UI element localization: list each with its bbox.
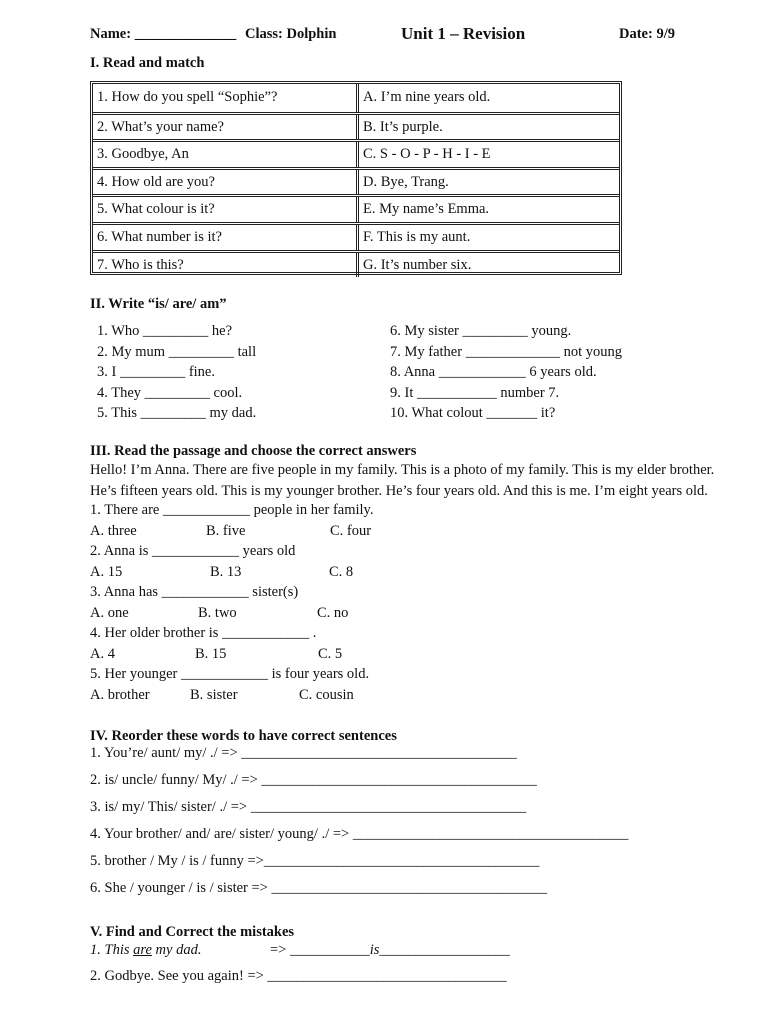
option-a: A. one bbox=[90, 604, 129, 621]
fill-in-item: 6. My sister _________ young. bbox=[390, 323, 572, 339]
multiple-choice-list bbox=[90, 502, 373, 707]
mc-options bbox=[90, 687, 373, 708]
fill-in-item: 8. Anna ____________ 6 years old. bbox=[390, 364, 597, 380]
option-c: C. 5 bbox=[318, 645, 343, 662]
option-b: B. 15 bbox=[195, 645, 227, 662]
sentence-end: my dad. bbox=[151, 942, 202, 958]
mc-question: 1. There are ____________ people in her family. bbox=[90, 502, 374, 518]
fill-in-left-column bbox=[97, 323, 256, 426]
correction-item-2: 2. Godbye. See you again! => _________________________________ bbox=[90, 968, 507, 984]
correction-answer-1 bbox=[270, 942, 510, 959]
match-answer: E. My name’s Emma. bbox=[363, 201, 490, 218]
class-label: Class: Dolphin bbox=[245, 26, 337, 42]
option-b: B. five bbox=[206, 522, 246, 539]
option-c: C. no bbox=[317, 604, 349, 621]
mc-options bbox=[90, 523, 373, 544]
match-row bbox=[93, 194, 619, 222]
option-a: A. brother bbox=[90, 686, 150, 703]
mc-options bbox=[90, 564, 373, 585]
section-3-heading: III. Read the passage and choose the correct answers bbox=[90, 443, 417, 459]
answer-blank: __________________ bbox=[379, 942, 510, 958]
match-question: 7. Who is this? bbox=[93, 253, 359, 278]
match-row bbox=[93, 250, 619, 278]
match-answer: G. It’s number six. bbox=[363, 256, 472, 273]
match-answer: D. Bye, Trang. bbox=[363, 173, 449, 190]
match-question: 4. How old are you? bbox=[93, 170, 359, 195]
fill-in-item: 1. Who _________ he? bbox=[97, 323, 233, 339]
reorder-item: 6. She / younger / is / sister => ______________________________________ bbox=[90, 880, 547, 896]
match-question: 2. What’s your name? bbox=[93, 115, 359, 140]
match-question: 1. How do you spell “Sophie”? bbox=[93, 84, 359, 112]
option-b: B. sister bbox=[190, 686, 238, 703]
date-label: Date: 9/9 bbox=[619, 26, 675, 42]
reading-passage bbox=[90, 462, 714, 503]
reorder-item: 4. Your brother/ and/ are/ sister/ young/ ./ => ______________________________________ bbox=[90, 826, 629, 842]
match-question: 3. Goodbye, An bbox=[93, 142, 359, 167]
option-b: B. two bbox=[198, 604, 237, 621]
match-row bbox=[93, 167, 619, 195]
section-1-heading: I. Read and match bbox=[90, 55, 205, 71]
fill-in-item: 3. I _________ fine. bbox=[97, 364, 215, 380]
mc-question: 5. Her younger ____________ is four years old. bbox=[90, 666, 370, 682]
fill-in-item: 5. This _________ my dad. bbox=[97, 405, 257, 421]
match-answer: F. This is my aunt. bbox=[363, 228, 471, 245]
section-2-heading: II. Write “is/ are/ am” bbox=[90, 296, 227, 312]
fill-in-item: 7. My father _____________ not young bbox=[390, 343, 622, 360]
reorder-item: 5. brother / My / is / funny =>______________________________________ bbox=[90, 853, 540, 869]
mc-question: 2. Anna is ____________ years old bbox=[90, 543, 296, 559]
sentence-start: 1. This bbox=[90, 942, 134, 958]
passage-line: Hello! I’m Anna. There are five people in my family. This is a photo of my family. This is my elder brother. bbox=[90, 462, 715, 478]
fill-in-item: 10. What colout _______ it? bbox=[390, 405, 556, 421]
reorder-item: 1. You’re/ aunt/ my/ ./ => ______________________________________ bbox=[90, 745, 517, 761]
mc-options bbox=[90, 646, 373, 667]
match-row bbox=[93, 139, 619, 167]
fill-in-item: 9. It ___________ number 7. bbox=[390, 384, 560, 401]
fill-in-item: 2. My mum _________ tall bbox=[97, 343, 257, 360]
match-row bbox=[93, 112, 619, 140]
correction-item-1 bbox=[90, 942, 201, 959]
option-a: A. 15 bbox=[90, 563, 123, 580]
answer-arrow: => ___________ bbox=[270, 942, 370, 958]
match-table bbox=[90, 81, 622, 275]
mc-question: 3. Anna has ____________ sister(s) bbox=[90, 584, 299, 600]
reorder-item: 2. is/ uncle/ funny/ My/ ./ => ______________________________________ bbox=[90, 772, 537, 788]
fill-in-item: 4. They _________ cool. bbox=[97, 384, 243, 401]
fill-in-right-column bbox=[390, 323, 622, 426]
match-question: 5. What colour is it? bbox=[93, 197, 359, 222]
match-question: 6. What number is it? bbox=[93, 225, 359, 250]
match-row bbox=[93, 84, 619, 112]
option-c: C. cousin bbox=[299, 686, 354, 703]
option-a: A. three bbox=[90, 522, 137, 539]
match-row bbox=[93, 222, 619, 250]
match-answer: A. I’m nine years old. bbox=[363, 89, 491, 106]
option-a: A. 4 bbox=[90, 645, 115, 662]
passage-line: He’s fifteen years old. This is my younger brother. He’s four years old. And this is me. I’m eight years old. bbox=[90, 482, 708, 499]
match-answer: C. S - O - P - H - I - E bbox=[363, 146, 491, 163]
mc-options bbox=[90, 605, 373, 626]
section-5-heading: V. Find and Correct the mistakes bbox=[90, 924, 295, 940]
match-answer: B. It’s purple. bbox=[363, 118, 443, 135]
option-c: C. four bbox=[330, 522, 372, 539]
option-c: C. 8 bbox=[329, 563, 354, 580]
mistake-word: are bbox=[133, 942, 152, 958]
option-b: B. 13 bbox=[210, 563, 242, 580]
section-4-heading: IV. Reorder these words to have correct sentences bbox=[90, 728, 397, 744]
page-title: Unit 1 – Revision bbox=[401, 24, 526, 43]
name-field-label: Name: ______________ bbox=[90, 26, 237, 42]
mc-question: 4. Her older brother is ____________ . bbox=[90, 625, 317, 641]
corrected-word: is bbox=[369, 942, 380, 958]
reorder-item: 3. is/ my/ This/ sister/ ./ => ______________________________________ bbox=[90, 799, 527, 815]
